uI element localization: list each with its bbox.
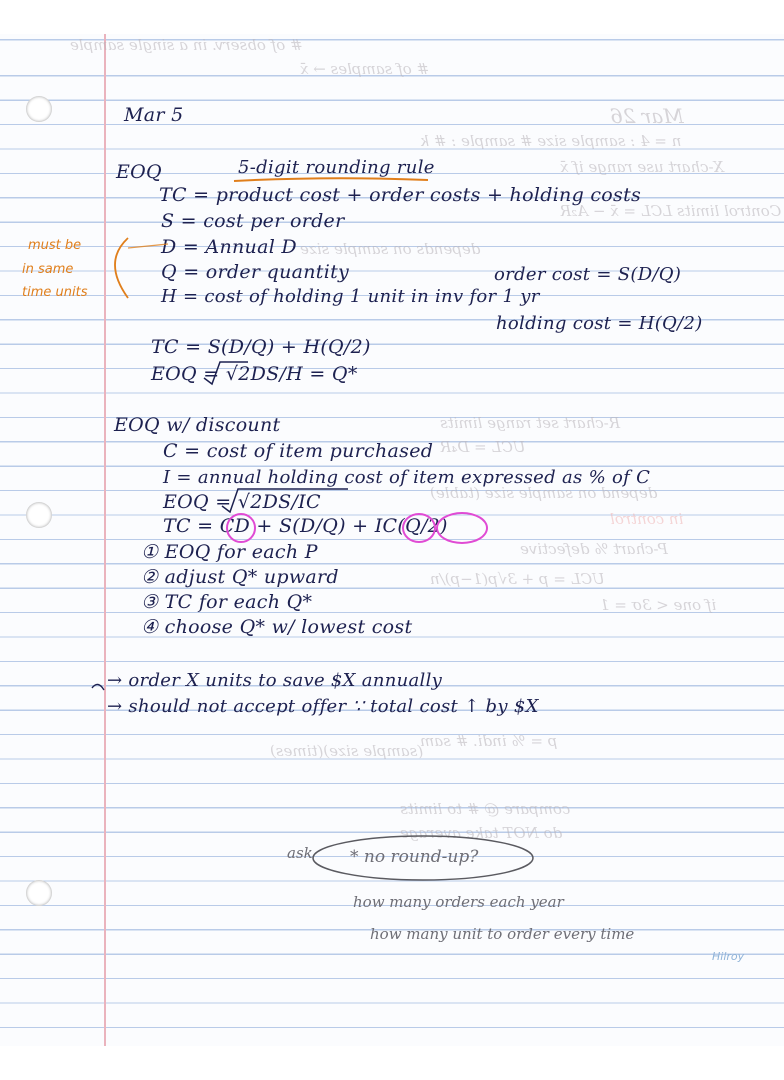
ask-label: ask [287, 844, 313, 862]
bleed-text: p = % indi. # sam [420, 732, 558, 750]
bleed-text: R-chart set range limits [440, 414, 621, 432]
bleed-text: depend on sample size (table) [430, 484, 658, 502]
question-units-per-order: how many unit to order every time [370, 925, 635, 943]
i-definition: I = annual holding cost of item expressed as % of C [163, 467, 651, 488]
tc-discount-formula: TC = CD + S(D/Q) + IC(Q/2) [163, 515, 448, 537]
sqrt-sign-1 [204, 362, 248, 384]
conclusion-arrow-2: → should not accept offer ∵ total cost ↑ by $X [107, 696, 539, 717]
total-cost-definition: TC = product cost + order costs + holding costs [159, 184, 642, 206]
s-definition: S = cost per order [161, 210, 345, 232]
bleed-text: depends on sample size [300, 240, 481, 258]
order-cost-formula: order cost = S(D/Q) [494, 264, 682, 285]
bleed-text: UCL = D₄R [440, 438, 526, 456]
eoq-formula: EOQ = √2DS/H = Q* [151, 363, 358, 385]
eoq-heading: EOQ [116, 161, 162, 183]
no-round-up-question: * no round-up? [350, 847, 479, 867]
conclusion-arrow-1: → order X units to save $X annually [107, 670, 443, 691]
tc-formula: TC = S(D/Q) + H(Q/2) [151, 336, 371, 358]
hilroy-brand-mark: Hilroy [712, 950, 745, 963]
d-definition: D = Annual D [161, 236, 297, 258]
bleed-text: Mar 26 [610, 104, 684, 128]
step-4: ④ choose Q* w/ lowest cost [141, 616, 413, 638]
side-note-line-1: must be [28, 238, 82, 253]
bleed-text: Control limits LCL = x̄ − A₂R [560, 202, 782, 220]
bleed-text: do NOT take average [400, 824, 563, 842]
pencil-oval [313, 836, 533, 880]
sqrt-sign-2 [222, 489, 348, 512]
bleed-text: compare @ # to limits [400, 800, 571, 818]
step-2: ② adjust Q* upward [141, 566, 339, 588]
side-note-line-3: time units [22, 285, 88, 300]
arrow-to-d [128, 244, 168, 248]
bleed-text: # of samples → x̄ [300, 60, 430, 78]
question-orders-per-year: how many orders each year [353, 893, 564, 911]
bleed-text: (sample size)(times) [270, 742, 424, 760]
bleed-text: in control [610, 510, 684, 528]
step-3: ③ TC for each Q* [141, 591, 313, 613]
c-definition: C = cost of item purchased [163, 440, 434, 462]
eoq-discount-formula: EOQ = √2DS/IC [163, 491, 321, 513]
bleed-text: n = 4 : sample size # sample : # k [420, 132, 682, 150]
side-note-line-2: in same [22, 262, 74, 277]
step-1: ① EOQ for each P [141, 541, 318, 563]
orange-underline [234, 178, 428, 181]
bleed-text: X-chart use range if x̄ [560, 158, 724, 176]
date-heading: Mar 5 [124, 104, 184, 126]
h-definition: H = cost of holding 1 unit in inv for 1 yr [161, 286, 540, 307]
bleed-text: P-chart % defective [520, 540, 668, 558]
bleed-text: if one < 3σ = 1 [600, 596, 717, 614]
orange-brace [115, 238, 128, 298]
hook-mark [92, 684, 104, 690]
bleed-text: # of observ. in a single sample [70, 36, 303, 54]
holding-cost-formula: holding cost = H(Q/2) [496, 313, 703, 334]
rounding-rule: 5-digit rounding rule [238, 157, 435, 178]
q-definition: Q = order quantity [161, 261, 350, 283]
bleed-text: UCL = p + 3√p(1−p)/n [430, 570, 605, 588]
discount-heading: EOQ w/ discount [114, 414, 281, 436]
